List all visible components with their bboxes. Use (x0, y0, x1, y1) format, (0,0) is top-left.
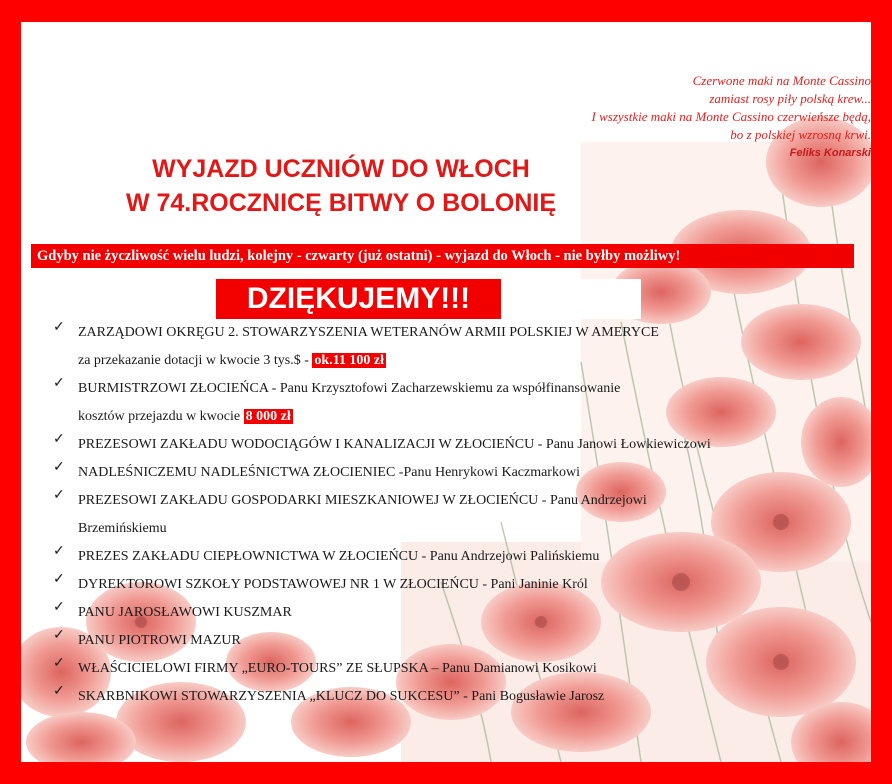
list-item (51, 599, 871, 627)
poem-quote (451, 72, 871, 162)
poem-author: Feliks Konarski (789, 147, 871, 159)
list-item (51, 543, 871, 571)
checkmark-icon: ✓ (53, 600, 65, 615)
item-text: PANU PIOTROWI MAZUR (78, 633, 241, 648)
item-detail: kosztów przejazdu w kwocie (78, 409, 244, 424)
list-item (51, 655, 871, 683)
checkmark-icon: ✓ (53, 544, 65, 559)
checkmark-icon: ✓ (53, 684, 65, 699)
checkmark-icon: ✓ (53, 572, 65, 587)
thanks-list (51, 319, 871, 711)
page-title (51, 152, 631, 220)
item-text-continued (78, 347, 871, 375)
item-detail: za przekazanie dotacji w kwocie 3 tys.$ - (78, 353, 313, 368)
item-text: PREZES ZAKŁADU CIEPŁOWNICTWA W ZŁOCIEŃCU - Panu Andrzejowi Palińskiemu (78, 549, 600, 564)
checkmark-icon: ✓ (53, 432, 65, 447)
poem-line: zamiast rosy piły polską krew... (709, 91, 871, 106)
poem-line: I wszystkie maki na Monte Cassino czerwieńsze będą, (591, 109, 871, 124)
poem-line: bo z polskiej wzrosną krwi. (730, 127, 871, 142)
item-text-continued: Brzemińskiemu (78, 521, 167, 536)
item-text: WŁAŚCICIELOWI FIRMY „EURO-TOURS” ZE SŁUPSKA – Panu Damianowi Kosikowi (78, 661, 597, 676)
title-line-2: W 74.ROCZNICĘ BITWY O BOLONIĘ (125, 189, 557, 217)
checkmark-icon: ✓ (53, 320, 65, 335)
checkmark-icon: ✓ (53, 628, 65, 643)
checkmark-icon: ✓ (53, 460, 65, 475)
list-item (51, 627, 871, 655)
list-item (51, 375, 871, 431)
item-text: PREZESOWI ZAKŁADU GOSPODARKI MIESZKANIOWEJ W ZŁOCIEŃCU - Panu Andrzejowi (78, 493, 647, 508)
list-item (51, 459, 871, 487)
amount-highlight: ok.11 100 zł (314, 353, 385, 368)
checkmark-icon: ✓ (53, 488, 65, 503)
item-text-continued (78, 403, 871, 431)
item-text: BURMISTRZOWI ZŁOCIEŃCA - Panu Krzysztofowi Zacharzewskiemu za współfinansowanie (78, 381, 621, 396)
poem-line: Czerwone maki na Monte Cassino (692, 73, 871, 88)
intro-banner: Gdyby nie życzliwość wielu ludzi, kolejny - czwarty (już ostatni) - wyjazd do Włoch - nie byłby możliwy! (31, 244, 854, 268)
checkmark-icon: ✓ (53, 376, 65, 391)
thanks-heading: DZIĘKUJEMY!!! (216, 279, 501, 319)
item-text: DYREKTOROWI SZKOŁY PODSTAWOWEJ NR 1 W ZŁOCIEŃCU - Pani Janinie Król (78, 577, 588, 592)
item-text: PANU JAROSŁAWOWI KUSZMAR (78, 605, 292, 620)
list-item (51, 683, 871, 711)
list-item (51, 319, 871, 375)
checkmark-icon: ✓ (53, 656, 65, 671)
item-text: ZARZĄDOWI OKRĘGU 2. STOWARZYSZENIA WETERANÓW ARMII POLSKIEJ W AMERYCE (78, 325, 659, 340)
item-text: SKARBNIKOWI STOWARZYSZENIA „KLUCZ DO SUKCESU” - Pani Bogusławie Jarosz (78, 689, 605, 704)
list-item (51, 571, 871, 599)
list-item (51, 487, 871, 543)
poster (21, 22, 871, 762)
item-text: NADLEŚNICZEMU NADLEŚNICTWA ZŁOCIENIEC -Panu Henrykowi Kaczmarkowi (78, 465, 580, 480)
title-line-1: WYJAZD UCZNIÓW DO WŁOCH (152, 155, 530, 183)
amount-highlight: 8 000 zł (245, 409, 291, 424)
item-text: PREZESOWI ZAKŁADU WODOCIĄGÓW I KANALIZACJI W ZŁOCIEŃCU - Panu Janowi Łowkiewiczowi (78, 437, 711, 452)
list-item (51, 431, 871, 459)
